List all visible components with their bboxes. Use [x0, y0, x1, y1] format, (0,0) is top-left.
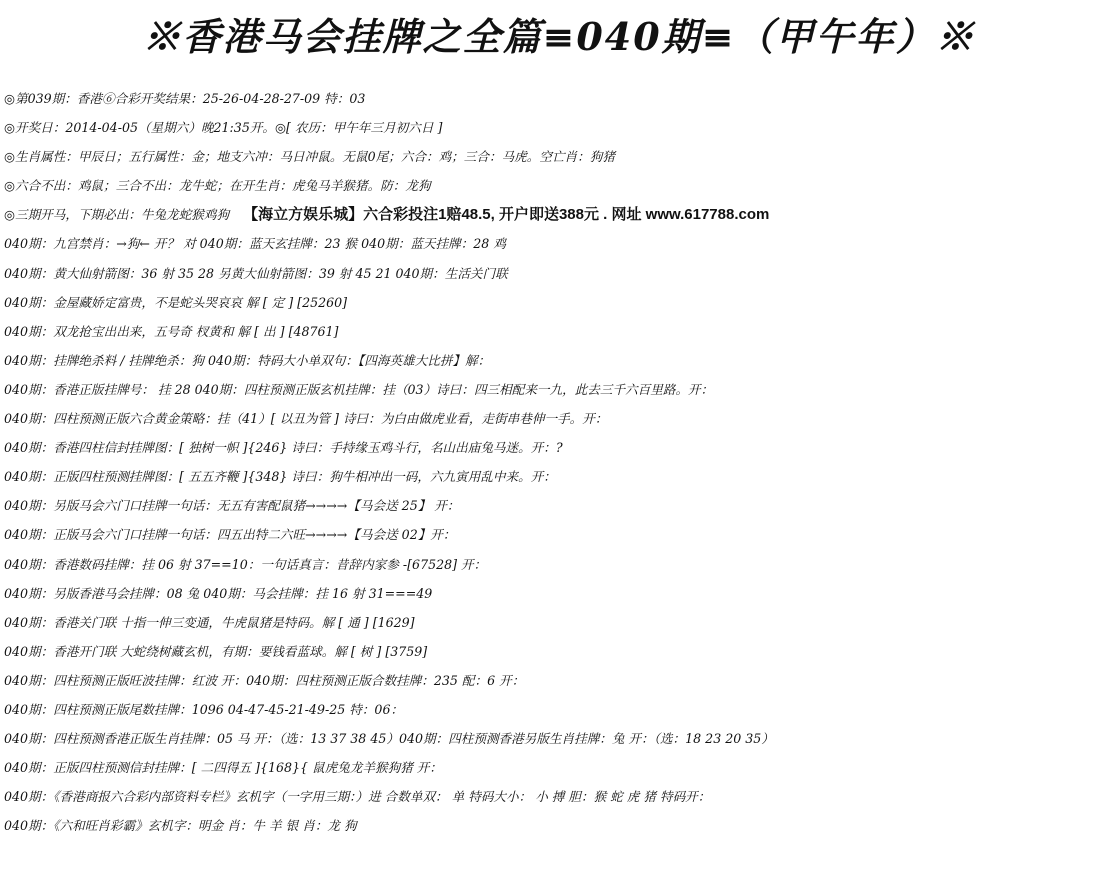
line-text: ◎三期开马，下期必出：牛兔龙蛇猴鸡狗	[4, 207, 230, 223]
line-text: 040期：四柱预测正版六合黄金策略：挂（41）[ 以丑为管 ] 诗曰：为白由做虎业看，走街串巷伸一手。开：	[4, 411, 608, 427]
line-text: 040期：双龙抢宝出出来，五号奇 杈黄和 解 [ 出 ] [48761]	[4, 323, 339, 339]
text-line	[4, 724, 1114, 753]
text-line	[4, 637, 1114, 666]
line-text: ◎生肖属性：甲辰日；五行属性：金；地支六冲：马日冲鼠。无鼠0尾；六合：鸡；三合：马虎。空亡肖：狗猪	[4, 149, 615, 165]
line-text: 040期：《香港商报六合彩内部资料专栏》玄机字（一字用三期：）进 合数单双： 单 特码大小： 小 搏 胆：猴 蛇 虎 猪 特码开：	[4, 789, 711, 805]
text-line	[4, 84, 1114, 113]
text-line	[4, 433, 1114, 462]
line-text: 040期：挂牌绝杀料 / 挂牌绝杀：狗 040期：特码大小单双句：【四海英雄大比拼】解：	[4, 352, 491, 368]
line-text: 040期：金屋藏娇定富贵，不是蛇头哭哀哀 解 [ 定 ] [25260]	[4, 294, 348, 310]
content-list	[4, 84, 1114, 840]
line-text: 040期：香港数码挂牌：挂 06 射 37==10：一句话真言：昔辞内家参 -[67528] 开：	[4, 556, 487, 572]
line-text: ◎六合不出：鸡鼠；三合不出：龙牛蛇；在开生肖：虎兔马羊猴猪。防：龙狗	[4, 178, 431, 194]
text-line	[4, 113, 1114, 142]
line-text: 040期：另版马会六门口挂牌一句话：无五有害配鼠猪→→→→【马会送 25】 开：	[4, 498, 460, 514]
line-text: 040期：四柱预测正版旺波挂牌：红波 开：040期：四柱预测正版合数挂牌：235 配：6 开：	[4, 672, 525, 688]
text-line	[4, 811, 1114, 840]
text-line	[4, 317, 1114, 346]
line-text: 040期：香港关门联 十指一伸三变通，牛虎鼠猪是特码。解 [ 通 ] [1629]	[4, 614, 415, 630]
text-line	[4, 491, 1114, 520]
text-line	[4, 171, 1114, 200]
text-line	[4, 375, 1114, 404]
line-text: 040期：四柱预测正版尾数挂牌：1096 04-47-45-21-49-25 特：06：	[4, 701, 404, 717]
text-line	[4, 462, 1114, 491]
text-line	[4, 259, 1114, 288]
text-line	[4, 200, 1114, 229]
line-text: 040期：《六和旺肖彩霸》玄机字：明金 肖：牛 羊 银 肖：龙 狗	[4, 818, 357, 834]
text-line	[4, 404, 1114, 433]
line-text: 040期：黄大仙射箭图：36 射 35 28 另黄大仙射箭图：39 射 45 21 040期：生活关门联	[4, 265, 508, 281]
line-text: 040期：正版四柱预测挂牌图：[ 五五齐鞭 ]{348} 诗曰：狗牛相冲出一码，六九寅用乱中来。开：	[4, 469, 556, 485]
text-line	[4, 229, 1114, 258]
line-text: 040期：四柱预测香港正版生肖挂牌：05 马 开：（选：13 37 38 45）040期：四柱预测香港另版生肖挂牌：兔 开：（选：18 23 20 35）	[4, 731, 774, 747]
line-text: 040期：香港四柱信封挂牌图：[ 独树一帜 ]{246} 诗曰：手持缘玉鸡斗行，名山出庙兔马迷。开：?	[4, 440, 563, 456]
text-line	[4, 695, 1114, 724]
text-line	[4, 782, 1114, 811]
page-title: ※香港马会挂牌之全篇≡040期≡（甲午年）※	[142, 14, 976, 59]
text-line	[4, 579, 1114, 608]
text-line	[4, 288, 1114, 317]
text-line	[4, 346, 1114, 375]
line-text: 040期：香港正版挂牌号： 挂 28 040期：四柱预测正版玄机挂牌：挂（03）诗曰：四三相配来一九，此去三千六百里路。开：	[4, 381, 714, 397]
line-text: 040期：香港开门联 大蛇绕树藏玄机，有期：要钱看蓝球。解 [ 树 ] [3759]	[4, 643, 428, 659]
text-line	[4, 142, 1114, 171]
line-text: 040期：正版马会六门口挂牌一句话：四五出特二六旺→→→→【马会送 02】开：	[4, 527, 456, 543]
text-line	[4, 520, 1114, 549]
text-line	[4, 753, 1114, 782]
text-line	[4, 550, 1114, 579]
line-text: 040期：九宫禁肖：→狗← 开？ 对 040期：蓝天玄挂牌：23 猴 040期：蓝天挂牌：28 鸡	[4, 236, 506, 252]
text-line	[4, 608, 1114, 637]
line-text: ◎第039期：香港⑥合彩开奖结果：25-26-04-28-27-09 特：03	[4, 91, 366, 106]
line-text: 040期：正版四柱预测信封挂牌：[ 二四得五 ]{168}{ 鼠虎兔龙羊猴狗猪 开：	[4, 760, 442, 776]
line-text: ◎开奖日：2014-04-05（星期六）晚21:35开。◎[ 农历：甲午年三月初六日 ]	[4, 120, 443, 136]
ad-text: 【海立方娱乐城】六合彩投注1赔48.5, 开户即送388元 . 网址 www.617788.com	[243, 206, 770, 224]
text-line	[4, 666, 1114, 695]
line-text: 040期：另版香港马会挂牌：08 兔 040期：马会挂牌：挂 16 射 31===49	[4, 585, 433, 601]
